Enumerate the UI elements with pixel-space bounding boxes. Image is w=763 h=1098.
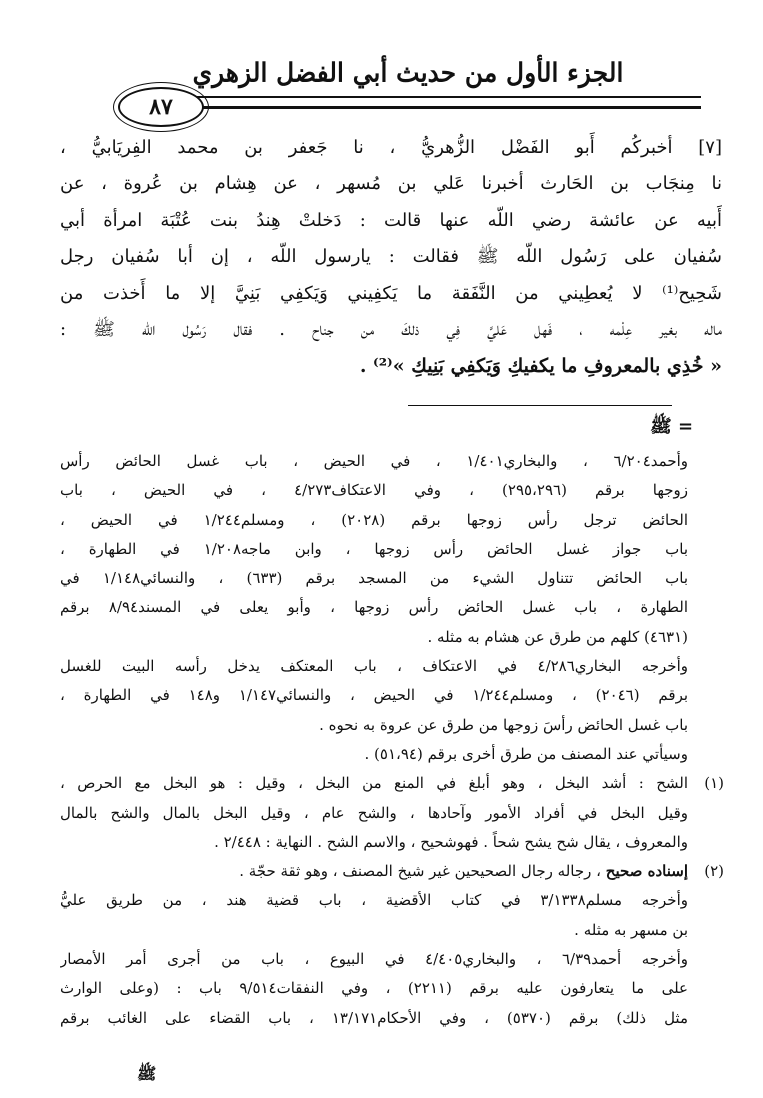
footnote-number: (٢) — [704, 862, 724, 881]
footnote-line: على ما يتعارفون عليه برقم (٢٢١١) ، وفي النفقات٩/٥١٤ باب : (وعلى الوارث — [60, 979, 688, 998]
footnote-line: الطهارة ، باب غسل الحائض رأس زوجها ، وأبو يعلى في المسند٨/٩٤ برقم — [60, 598, 688, 617]
hadith-quote-line: « خُذِي بالمعروفِ ما يكفيكِ وَيَكفِي بَنِيكِ »⁽²⁾ . — [359, 355, 722, 378]
footnote-line: وأخرجه مسلم٣/١٣٣٨ في كتاب الأقضية ، باب قضية هند ، من طريق عليُّ — [60, 891, 688, 910]
footnote-line: الشح : أشد البخل ، وهو أبلغ في المنع من البخل ، وقيل : هو البخل مع الحرص ، — [60, 774, 688, 793]
hadith-text — [60, 130, 722, 385]
running-header-title: الجزء الأول من حديث أبي الفضل الزهري — [192, 57, 624, 88]
footnote-line: مثل ذلك) برقم (٥٣٧٠) ، وفي الأحكام١٣/١٧١ ، باب القضاء على الغائب برقم — [60, 1008, 688, 1027]
text-line: أَبيه عن عائشة رضي اللّه عنها قالت : دَخلتْ هِندُ بنت عُتْبَة امرأة أبي — [60, 209, 722, 231]
footnote-line: وسيأتي عند المصنف من طرق أخرى برقم (٥١،٩٤) . — [364, 744, 688, 763]
footnotes — [60, 447, 724, 1033]
text-line: سُفيان على رَسُول اللّه ﷺ فقالت : يارسول اللّه ، إن أبا سُفيان رجل — [60, 246, 722, 268]
footnote-line: باب غسل الحائض رأسَ زوجها من طرق عن عروة به نحوه . — [319, 715, 688, 734]
footnote-line: باب الحائض تتناول الشيء من المسجد برقم (٦٣٣) ، والنسائي١/١٤٨ في — [60, 569, 688, 588]
footnote-line: وأحمد٦/٢٠٤ ، والبخاري١/٤٠١ ، في الحيض ، باب غسل الحائض رأس — [60, 452, 689, 470]
header-rule — [150, 96, 701, 109]
footnote-line: زوجها برقم (٢٩٥،٢٩٦) ، وفي الاعتكاف٤/٢٧٣ ، في الحيض ، باب — [60, 481, 688, 500]
footnote-line: باب جواز غسل الحائض رأس زوجها ، وابن ماجه١/٢٠٨ في الطهارة ، — [60, 539, 688, 558]
footnote-line: والمعروف ، يقال شح يشح شحاً . فهوشحيح ، والاسم الشح . النهاية : ٢/٤٤٨ . — [214, 832, 688, 851]
catchword: ﷺ — [137, 1064, 157, 1083]
footnote-line: وأخرجه البخاري٤/٢٨٦ في الاعتكاف ، باب المعتكف يدخل رأسه البيت للغسل — [60, 657, 688, 676]
footnote-line: وأخرجه أحمد٦/٣٩ ، والبخاري٤/٤٠٥ في البيوع ، باب من أجرى أمر الأمصار — [60, 950, 689, 969]
footnote-separator — [408, 405, 672, 406]
footnote-line: الحائض ترجل رأس زوجها برقم (٢٠٢٨) ، ومسلم١/٢٤٤ في الحيض ، — [60, 510, 688, 529]
footnote-line: بن مسهر به مثله . — [574, 920, 688, 939]
text-line: ماله بغير عِلْمه ، فَهل عَليَّ فِي ذلكَ من جناح . فقال رَسُول اللّه ﷺ : — [60, 319, 722, 341]
text-line: [٧] أخبركُم أَبو الفَضْل الزُّهريُّ ، نا جَعفر بن محمد الفِريَابيُّ ، — [60, 137, 722, 158]
footnote-line: برقم (٢٠٤٦) ، ومسلم١/٢٤٤ في الحيض ، والنسائي١/١٤٧ و١٤٨ في الطهارة ، — [60, 686, 689, 705]
footnote-emphasis: إسناده صحيح — [605, 862, 688, 881]
continuation-mark: = ﷺ — [650, 416, 694, 437]
footnote-number: (١) — [704, 774, 724, 793]
footnote-2 — [60, 857, 724, 886]
text-line: نا مِنجَاب بن الحَارث أخبرنا عَلي بن مُسهر ، عن هِشام بن عُروة ، عن — [60, 173, 722, 195]
footnote-line: وقيل البخل في أفراد الأمور وآحادها ، والشح عام ، وقيل البخل بالمال والشح بالمال — [60, 803, 688, 822]
footnote-line: إسناده صحيح ، رجاله رجال الصحيحين غير شيخ المصنف ، وهو ثقة حجّة . — [239, 862, 688, 881]
page-number: ٨٧ — [118, 87, 204, 127]
footnote-1 — [60, 769, 724, 798]
text-line: شَحِيح⁽¹⁾ لا يُعطِيني من النَّفَقة ما يَكفِيني وَيَكفِي بَنِيَّ إلا ما أَخذت من — [60, 282, 722, 304]
footnote-line: (٤٦٣١) كلهم من طرق عن هشام به مثله . — [427, 627, 688, 646]
